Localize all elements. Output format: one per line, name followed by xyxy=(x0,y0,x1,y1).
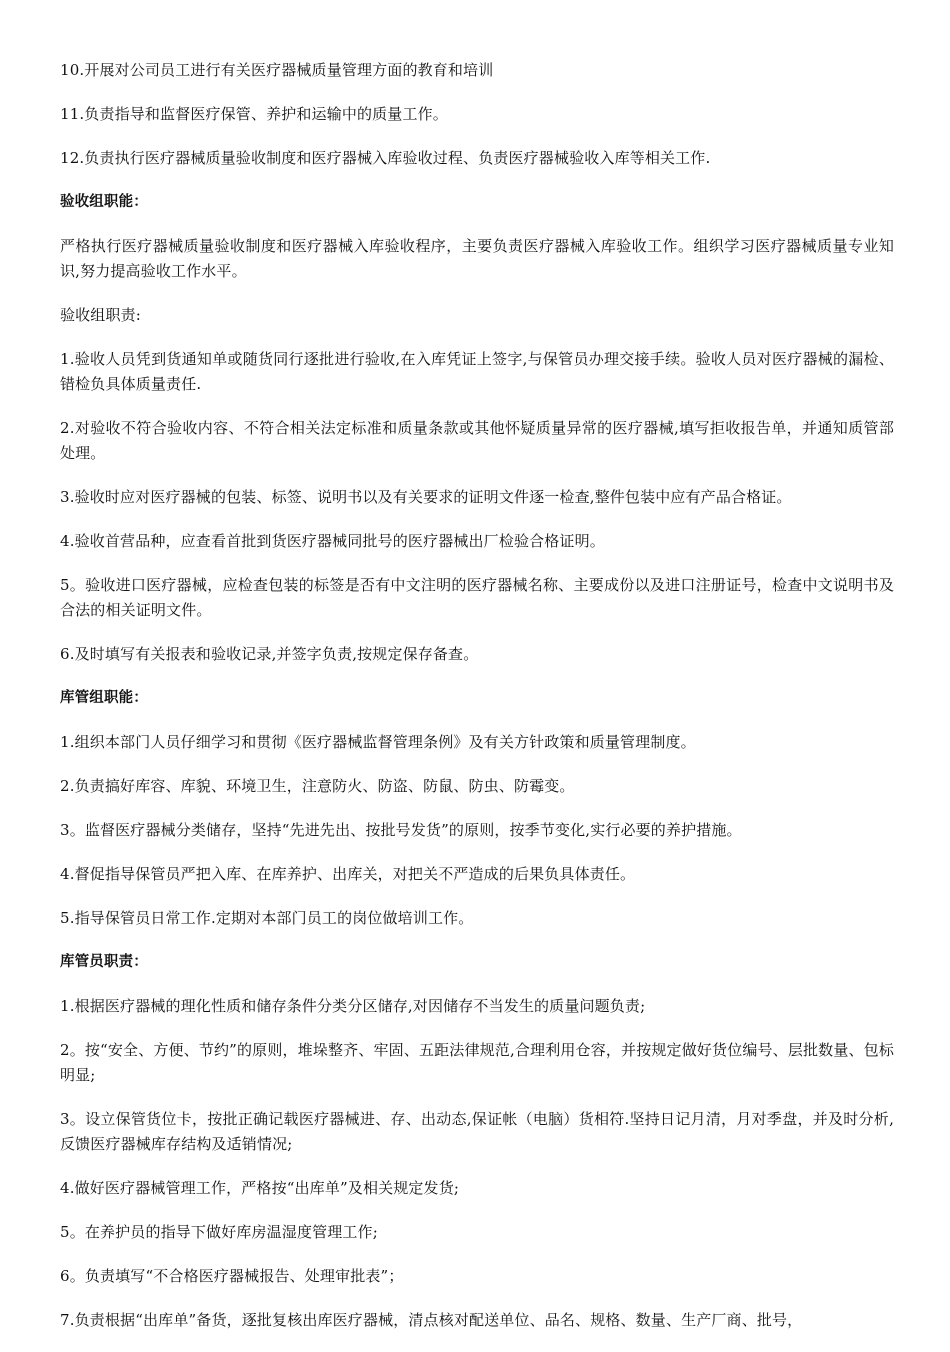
paragraph: 1.验收人员凭到货通知单或随货同行逐批进行验收,在入库凭证上签字,与保管员办理交接手续。验收人员对医疗器械的漏检、错检负具体质量责任. xyxy=(60,350,894,393)
paragraph: 2.对验收不符合验收内容、不符合相关法定标准和质量条款或其他怀疑质量异常的医疗器械,填写拒收报告单，并通知质管部处理。 xyxy=(60,419,894,462)
paragraph: 6。负责填写“不合格医疗器械报告、处理审批表”； xyxy=(60,1267,404,1285)
document-page xyxy=(60,58,894,1352)
paragraph: 3。设立保管货位卡，按批正确记载医疗器械进、存、出动态,保证帐（电脑）货相符.坚持日记月清，月对季盘，并及时分析,反馈医疗器械库存结构及适销情况; xyxy=(60,1110,894,1153)
paragraph: 4.做好医疗器械管理工作，严格按“出库单”及相关规定发货; xyxy=(60,1179,460,1197)
paragraph: 验收组职责: xyxy=(60,306,141,324)
section-heading: 验收组职能： xyxy=(60,194,148,210)
paragraph: 4.验收首营品种，应查看首批到货医疗器械同批号的医疗器械出厂检验合格证明。 xyxy=(60,532,605,550)
section-heading: 库管员职责： xyxy=(60,954,148,970)
paragraph: 5。验收进口医疗器械，应检查包装的标签是否有中文注明的医疗器械名称、主要成份以及进口注册证号，检查中文说明书及合法的相关证明文件。 xyxy=(60,576,894,619)
paragraph: 10.开展对公司员工进行有关医疗器械质量管理方面的教育和培训 xyxy=(60,61,494,79)
paragraph: 11.负责指导和监督医疗保管、养护和运输中的质量工作。 xyxy=(60,105,448,123)
section-heading: 库管组职能： xyxy=(60,690,148,706)
paragraph: 1.组织本部门人员仔细学习和贯彻《医疗器械监督管理条例》及有关方针政策和质量管理制度。 xyxy=(60,733,696,751)
paragraph: 5。在养护员的指导下做好库房温湿度管理工作; xyxy=(60,1223,378,1241)
paragraph: 2.负责搞好库容、库貌、环境卫生，注意防火、防盗、防鼠、防虫、防霉变。 xyxy=(60,777,575,795)
paragraph: 2。按“安全、方便、节约”的原则，堆垛整齐、牢固、五距法律规范,合理利用仓容，并按规定做好货位编号、层批数量、包标明显; xyxy=(60,1041,894,1084)
paragraph: 7.负责根据“出库单”备货，逐批复核出库医疗器械，清点核对配送单位、品名、规格、数量、生产厂商、批号， xyxy=(60,1311,803,1329)
paragraph: 4.督促指导保管员严把入库、在库养护、出库关，对把关不严造成的后果负具体责任。 xyxy=(60,865,636,883)
paragraph: 严格执行医疗器械质量验收制度和医疗器械入库验收程序，主要负责医疗器械入库验收工作。组织学习医疗器械质量专业知识,努力提高验收工作水平。 xyxy=(60,237,894,280)
paragraph: 1.根据医疗器械的理化性质和储存条件分类分区储存,对因储存不当发生的质量问题负责; xyxy=(60,997,646,1015)
paragraph: 5.指导保管员日常工作.定期对本部门员工的岗位做培训工作。 xyxy=(60,909,474,927)
paragraph: 3。监督医疗器械分类储存，坚持“先进先出、按批号发货”的原则，按季节变化,实行必要的养护措施。 xyxy=(60,821,742,839)
paragraph: 6.及时填写有关报表和验收记录,并签字负责,按规定保存备查。 xyxy=(60,645,479,663)
paragraph: 3.验收时应对医疗器械的包装、标签、说明书以及有关要求的证明文件逐一检查,整件包装中应有产品合格证。 xyxy=(60,488,792,506)
paragraph: 12.负责执行医疗器械质量验收制度和医疗器械入库验收过程、负责医疗器械验收入库等相关工作. xyxy=(60,149,711,167)
